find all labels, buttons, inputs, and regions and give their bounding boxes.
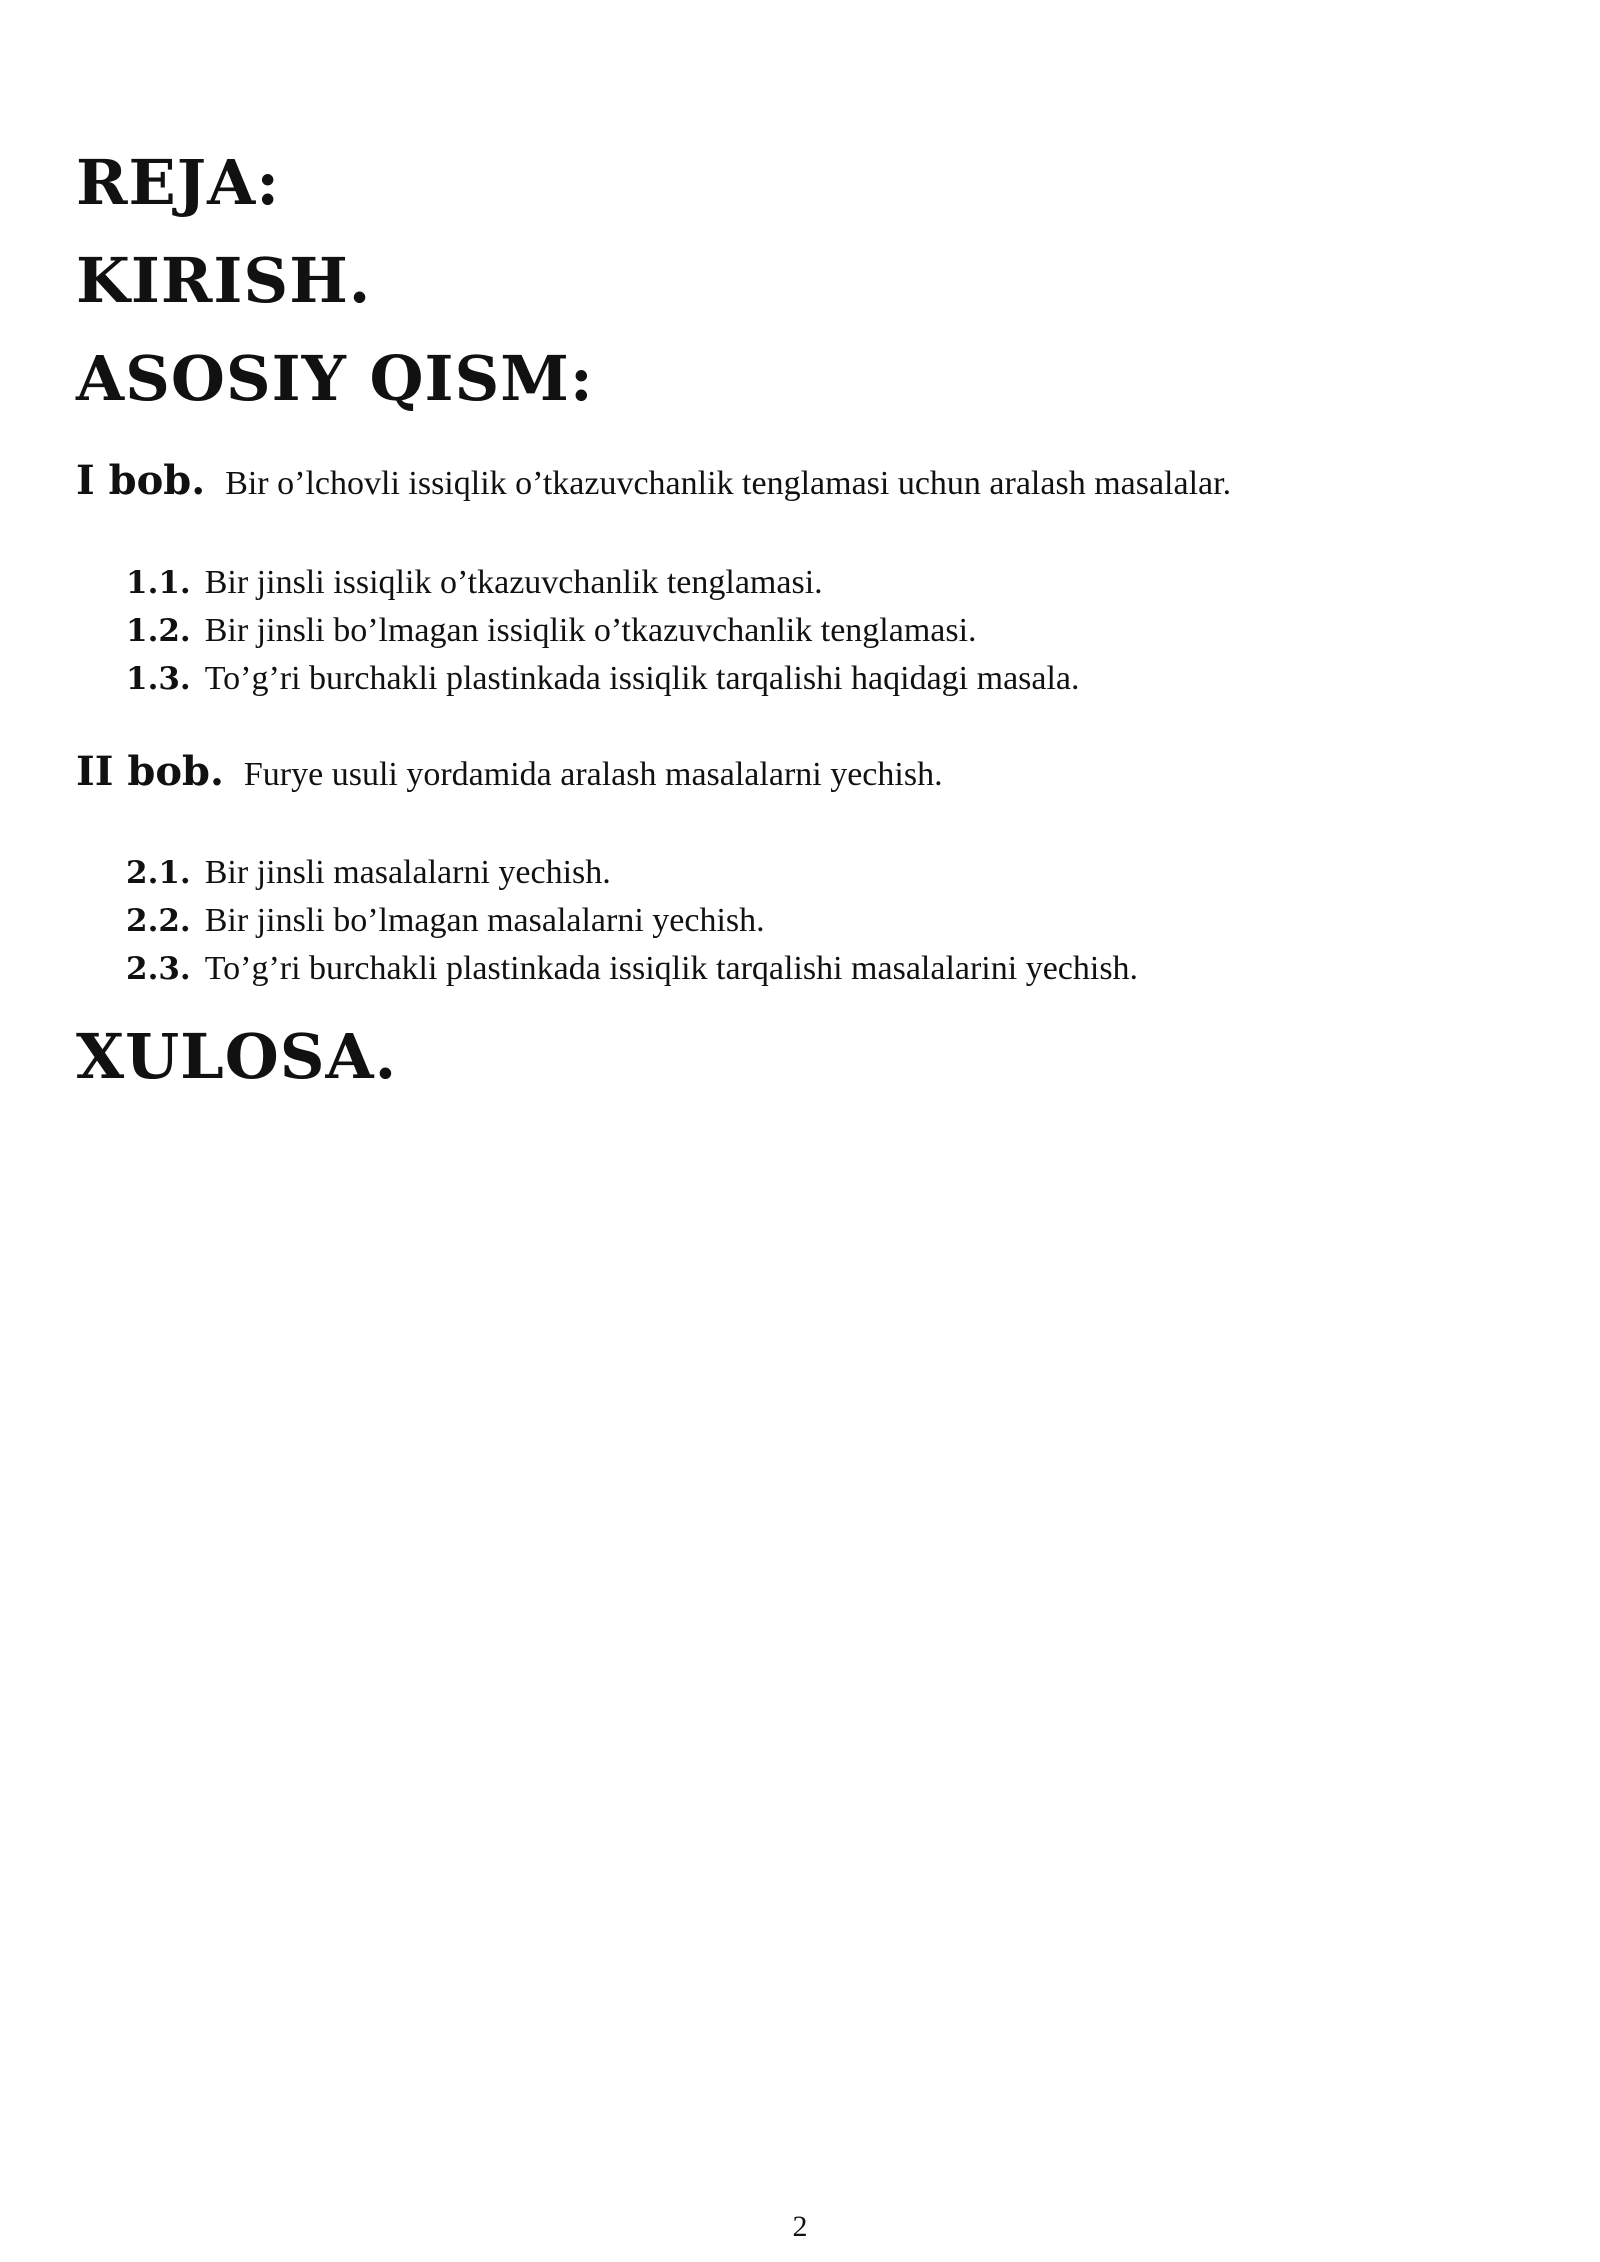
section-item [126,563,1080,611]
chapter-number: I bob. [76,457,206,504]
section-title: Bir jinsli bo’lmagan masalalarni yechish. [204,902,765,939]
section-number: 2.1. [126,855,191,891]
section-number: 1.1. [126,565,191,601]
section-item [126,901,1138,949]
heading-kirish: KIRISH. [76,244,372,317]
section-item [126,611,1080,659]
chapter-title: Furye usuli yordamida aralash masalalarni yechish. [243,756,943,793]
chapter-1-heading [76,457,1232,504]
section-number: 2.3. [126,951,191,987]
chapter-1-sections [126,563,1080,707]
section-item [126,659,1080,707]
section-title: To’g’ri burchakli plastinkada issiqlik tarqalishi haqidagi masala. [204,660,1080,697]
section-title: Bir jinsli bo’lmagan issiqlik o’tkazuvchanlik tenglamasi. [204,612,977,649]
section-number: 2.2. [126,903,191,939]
chapter-title: Bir o’lchovli issiqlik o’tkazuvchanlik tenglamasi uchun aralash masalalar. [225,465,1232,502]
section-item [126,853,1138,901]
chapter-2-sections [126,853,1138,997]
section-title: To’g’ri burchakli plastinkada issiqlik tarqalishi masalalarini yechish. [204,950,1139,987]
heading-xulosa: XULOSA. [76,1020,398,1093]
heading-asosiy-qism: ASOSIY QISM: [76,342,594,415]
chapter-number: II bob. [76,748,224,795]
section-title: Bir jinsli masalalarni yechish. [204,854,611,891]
section-title: Bir jinsli issiqlik o’tkazuvchanlik tenglamasi. [204,564,823,601]
chapter-2-heading [76,748,943,795]
heading-reja: REJA: [76,146,281,219]
section-number: 1.2. [126,613,191,649]
section-item [126,949,1138,997]
page-number: 2 [792,2210,808,2243]
section-number: 1.3. [126,661,191,697]
